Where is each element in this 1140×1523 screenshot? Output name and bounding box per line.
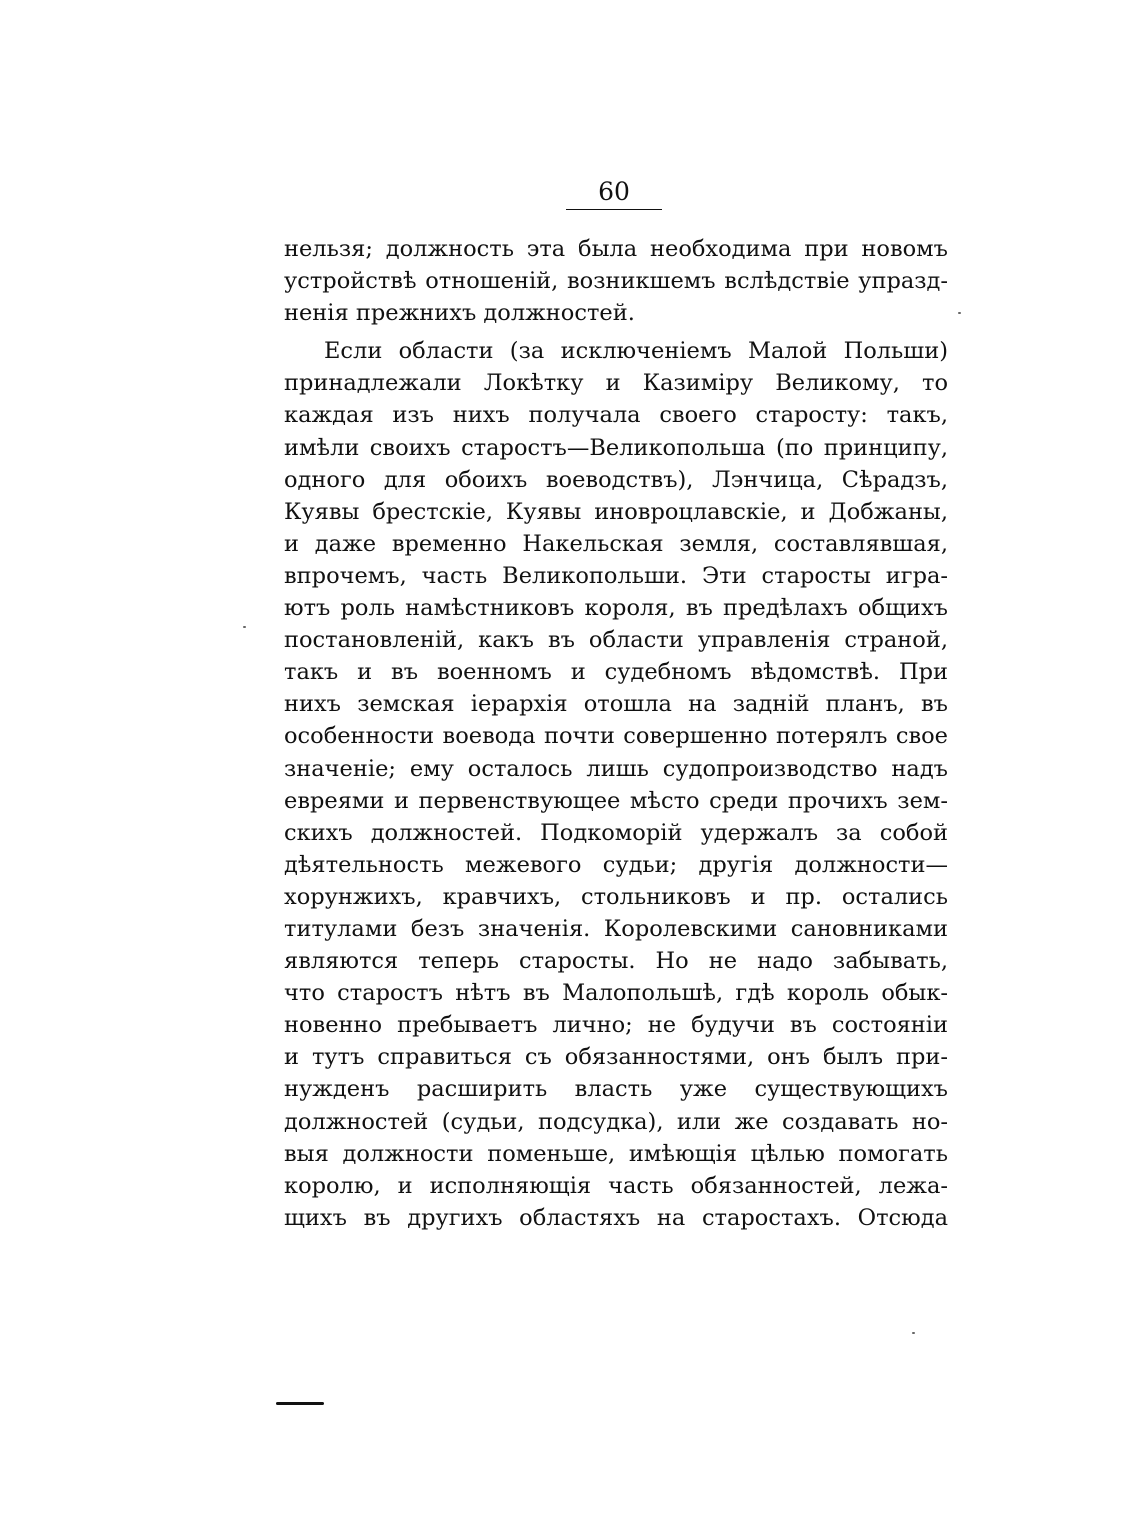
text-line: ненія прежнихъ должностей. <box>284 300 635 327</box>
text-line: скихъ должностей. Подкоморій удержалъ за собой <box>284 819 948 846</box>
text-column <box>284 233 948 1234</box>
text-line: и даже временно Накельская земля, составлявшая, <box>284 530 948 557</box>
paragraph-2 <box>284 335 948 1234</box>
text-line: имѣли своихъ старостъ—Великопольша (по принципу, <box>284 434 948 461</box>
text-line: являются теперь старосты. Но не надо забывать, <box>284 948 948 975</box>
scan-speck <box>912 1332 915 1334</box>
text-line: нельзя; должность эта была необходима при новомъ <box>284 236 948 262</box>
scan-speck <box>958 312 961 314</box>
text-line: устройствѣ отношеній, возникшемъ вслѣдствіе упразд- <box>284 268 948 295</box>
text-line: каждая изъ нихъ получала своего старосту: такъ, <box>284 402 948 429</box>
text-line: нихъ земская іерархія отошла на задній планъ, въ <box>284 691 948 718</box>
paragraph-1 <box>284 233 948 329</box>
text-line: особенности воевода почти совершенно потерялъ свое <box>284 723 948 750</box>
text-line: ютъ роль намѣстниковъ короля, въ предѣлахъ общихъ <box>284 595 948 622</box>
scan-speck <box>243 626 246 628</box>
text-line: королю, и исполняющія часть обязанностей, лежа- <box>284 1172 948 1199</box>
text-line: щихъ въ другихъ областяхъ на старостахъ. Отсюда <box>284 1204 948 1231</box>
text-line: Если области (за исключеніемъ Малой Польши) <box>324 338 948 365</box>
text-line: хорунжихъ, кравчихъ, стольниковъ и пр. остались <box>284 883 948 910</box>
text-line: впрочемъ, часть Великопольши. Эти старосты игра- <box>284 562 948 589</box>
text-line: одного для обоихъ воеводствъ), Лэнчица, Сѣрадзъ, <box>284 466 948 493</box>
text-line: нужденъ расширить власть уже существующихъ <box>284 1076 948 1103</box>
text-line: принадлежали Локѣтку и Казиміру Великому, то <box>284 370 948 397</box>
text-line: постановленій, какъ въ области управленія страной, <box>284 627 948 654</box>
text-line: выя должности поменьше, имѣющія цѣлью помогать <box>284 1140 948 1167</box>
text-line: новенно пребываетъ лично; не будучи въ состояніи <box>284 1012 948 1039</box>
text-line: Куявы брестскіе, Куявы иновроцлавскіе, и Добжаны, <box>284 498 948 525</box>
page-number: 60 <box>598 177 630 206</box>
text-line: такъ и въ военномъ и судебномъ вѣдомствѣ. При <box>284 659 948 686</box>
text-line: дѣятельность межевого судьи; другія должности— <box>284 851 948 878</box>
text-line: и тутъ справиться съ обязанностями, онъ былъ при- <box>284 1044 948 1071</box>
footer-mark <box>276 1402 324 1405</box>
text-line: титулами безъ значенія. Королевскими сановниками <box>284 915 948 942</box>
text-line: евреями и первенствующее мѣсто среди прочихъ зем- <box>284 787 948 814</box>
text-line: значеніе; ему осталось лишь судопроизводство надъ <box>284 755 948 782</box>
page-number-rule <box>566 209 662 210</box>
text-line: что старостъ нѣтъ въ Малопольшѣ, гдѣ король обык- <box>284 980 948 1007</box>
text-line: должностей (судьи, подсудка), или же создавать но- <box>284 1108 948 1135</box>
